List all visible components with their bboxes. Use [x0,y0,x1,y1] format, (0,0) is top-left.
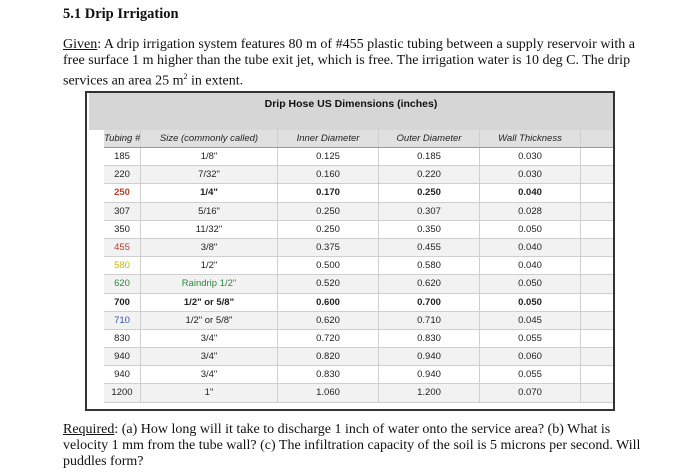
cell-size: 1/4" [141,184,278,201]
table-row [104,348,615,366]
cell-wall: 0.050 [480,294,581,311]
cell-size: Raindrip 1/2" [141,275,278,292]
table-body [104,130,615,403]
cell-tubing: 700 [104,294,141,311]
table-header-row [104,130,615,148]
cell-size: 1/2" [141,257,278,274]
table-title: Drip Hose US Dimensions (inches) [89,93,613,130]
cell-tubing: 220 [104,166,141,183]
cell-size: 1/8" [141,148,278,165]
table-row [104,294,615,312]
cell-inner: 0.720 [278,330,379,347]
table-row [104,203,615,221]
cell-tubing: 307 [104,203,141,220]
given-label: Given [63,37,98,52]
cell-outer: 0.250 [379,184,480,201]
cell-inner: 0.500 [278,257,379,274]
cell-inner: 0.520 [278,275,379,292]
cell-size: 3/4" [141,330,278,347]
given-text-a: : A drip irrigation system features 80 m of #455 plastic tubing between a supply reservoir with a free surface 1 m higher than the tube exit jet, which is free. The irrigation water is 10 deg C. The drip services an area 25 m [63,37,635,89]
cell-wall: 0.050 [480,221,581,238]
header-inner-diameter: Inner Diameter [278,130,379,147]
cell-wall: 0.045 [480,312,581,329]
cell-size: 3/8" [141,239,278,256]
table-row [104,275,615,293]
required-text: : (a) How long will it take to discharge 1 inch of water onto the service area? (b) What is velocity 1 mm from the tube wall? (c) The infiltration capacity of the soil is 5 microns per second. Will puddles form? [63,422,641,469]
cell-tubing: 1200 [104,384,141,401]
cell-tubing: 620 [104,275,141,292]
cell-outer: 0.185 [379,148,480,165]
table-row [104,366,615,384]
cell-wall: 0.028 [480,203,581,220]
cell-inner: 0.830 [278,366,379,383]
cell-wall: 0.040 [480,239,581,256]
table-row [104,257,615,275]
cell-outer: 0.350 [379,221,480,238]
cell-inner: 0.600 [278,294,379,311]
header-wall-thickness: Wall Thickness [480,130,581,147]
cell-size: 1/2" or 5/8" [141,312,278,329]
cell-tubing: 455 [104,239,141,256]
cell-wall: 0.055 [480,366,581,383]
cell-inner: 0.160 [278,166,379,183]
cell-outer: 0.580 [379,257,480,274]
cell-outer: 0.455 [379,239,480,256]
cell-wall: 0.060 [480,348,581,365]
table-row [104,166,615,184]
cell-wall: 0.040 [480,184,581,201]
required-paragraph [63,422,655,470]
cell-outer: 1.200 [379,384,480,401]
cell-size: 1" [141,384,278,401]
table-row [104,239,615,257]
table-row [104,148,615,166]
cell-wall: 0.040 [480,257,581,274]
table-row [104,184,615,202]
cell-wall: 0.055 [480,330,581,347]
cell-wall: 0.050 [480,275,581,292]
cell-size: 3/4" [141,366,278,383]
cell-wall: 0.030 [480,166,581,183]
cell-tubing: 350 [104,221,141,238]
cell-inner: 0.250 [278,221,379,238]
cell-outer: 0.940 [379,348,480,365]
cell-inner: 0.250 [278,203,379,220]
table-row [104,312,615,330]
cell-inner: 0.620 [278,312,379,329]
cell-size: 1/2" or 5/8" [141,294,278,311]
drip-hose-table [85,91,615,411]
cell-inner: 0.170 [278,184,379,201]
cell-tubing: 830 [104,330,141,347]
cell-tubing: 940 [104,348,141,365]
cell-outer: 0.710 [379,312,480,329]
cell-tubing: 250 [104,184,141,201]
header-outer-diameter: Outer Diameter [379,130,480,147]
given-paragraph [63,37,655,90]
header-tubing: Tubing # [104,130,141,147]
cell-outer: 0.940 [379,366,480,383]
cell-inner: 0.820 [278,348,379,365]
area-superscript: 2 [183,72,188,81]
header-size: Size (commonly called) [141,130,278,147]
cell-size: 3/4" [141,348,278,365]
cell-tubing: 940 [104,366,141,383]
cell-outer: 0.220 [379,166,480,183]
cell-inner: 0.125 [278,148,379,165]
section-heading: 5.1 Drip Irrigation [63,6,179,22]
cell-wall: 0.070 [480,384,581,401]
cell-tubing: 185 [104,148,141,165]
cell-size: 5/16" [141,203,278,220]
given-text-b: in extent. [187,73,244,89]
table-row [104,330,615,348]
cell-outer: 0.307 [379,203,480,220]
required-label: Required [63,422,115,437]
cell-outer: 0.830 [379,330,480,347]
cell-inner: 1.060 [278,384,379,401]
table-row [104,221,615,239]
cell-size: 7/32" [141,166,278,183]
cell-inner: 0.375 [278,239,379,256]
cell-outer: 0.700 [379,294,480,311]
cell-size: 11/32" [141,221,278,238]
cell-outer: 0.620 [379,275,480,292]
table-row [104,384,615,402]
cell-wall: 0.030 [480,148,581,165]
cell-tubing: 580 [104,257,141,274]
cell-tubing: 710 [104,312,141,329]
